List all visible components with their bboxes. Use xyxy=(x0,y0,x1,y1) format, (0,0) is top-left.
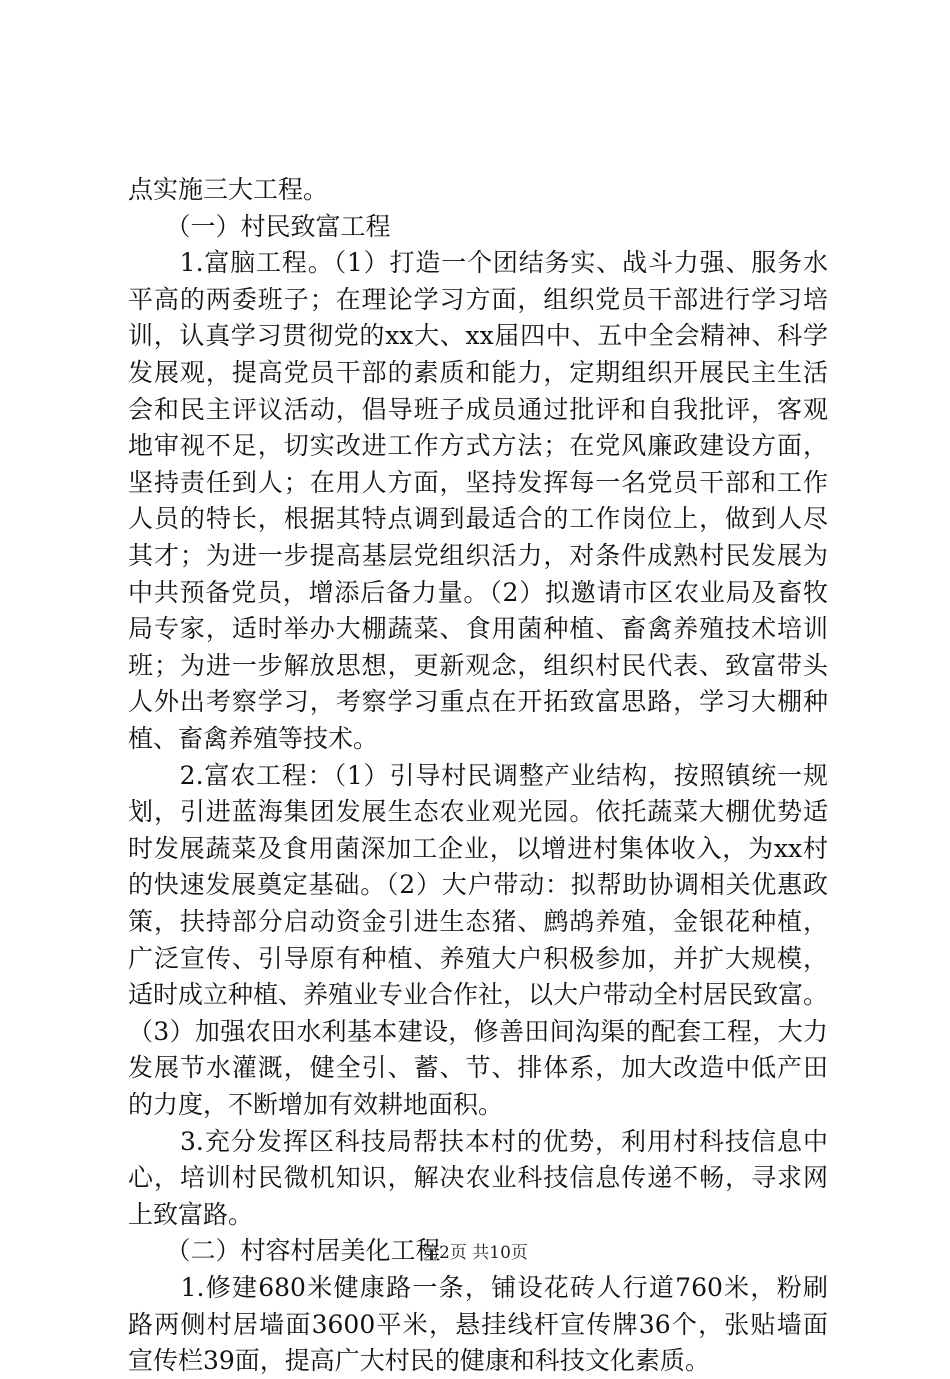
text-line: 广泛宣传、引导原有种植、养殖大户积极参加，并扩大规模， xyxy=(128,943,828,973)
text-line: 心，培训村民微机知识，解决农业科技信息传递不畅，寻求网 xyxy=(128,1163,828,1193)
text-line: 适时成立种植、养殖业专业合作社，以大户带动全村居民致富。 xyxy=(128,980,828,1010)
text-line: 1.修建680米健康路一条，铺设花砖人行道760米，粉刷 xyxy=(128,1273,828,1302)
text-line: 人外出考察学习，考察学习重点在开拓致富思路，学习大棚种 xyxy=(128,687,828,717)
text-line: （一）村民致富工程 xyxy=(128,211,391,241)
text-line: 坚持责任到人；在用人方面，坚持发挥每一名党员干部和工作 xyxy=(128,467,828,497)
text-line: 路两侧村居墙面3600平米，悬挂线杆宣传牌36个，张贴墙面 xyxy=(128,1309,828,1339)
text-line: 策，扶持部分启动资金引进生态猪、鹧鸪养殖，金银花种植， xyxy=(128,907,828,936)
text-line: 训，认真学习贯彻党的xx大、xx届四中、五中全会精神、科学 xyxy=(128,321,828,351)
text-line: 其才；为进一步提高基层党组织活力，对条件成熟村民发展为 xyxy=(128,541,828,570)
text-line: 中共预备党员，增添后备力量。（2）拟邀请市区农业局及畜牧 xyxy=(128,577,828,607)
text-line: 划，引进蓝海集团发展生态农业观光园。依托蔬菜大棚优势适 xyxy=(128,797,828,827)
text-line: 发展节水灌溉，健全引、蓄、节、排体系，加大改造中低产田 xyxy=(128,1053,828,1083)
text-line: 3.充分发挥区科技局帮扶本村的优势，利用村科技信息中 xyxy=(128,1126,828,1156)
text-line: 时发展蔬菜及食用菌深加工企业，以增进村集体收入，为xx村 xyxy=(128,833,828,863)
text-line: 植、畜禽养殖等技术。 xyxy=(128,724,379,753)
text-line: 上致富路。 xyxy=(128,1199,254,1229)
text-line: 局专家，适时举办大棚蔬菜、食用菌种植、畜禽养殖技术培训 xyxy=(128,614,828,644)
text-line: 人员的特长，根据其特点调到最适合的工作岗位上，做到人尽 xyxy=(128,504,828,534)
text-line: 1.富脑工程。（1）打造一个团结务实、战斗力强、服务水 xyxy=(128,248,828,278)
text-line: （3）加强农田水利基本建设，修善田间沟渠的配套工程，大力 xyxy=(128,1016,828,1046)
text-line: 班；为进一步解放思想，更新观念，组织村民代表、致富带头 xyxy=(128,650,828,680)
text-line: （二）村容村居美化工程 xyxy=(128,1236,441,1266)
text-line: 的快速发展奠定基础。（2）大户带动：拟帮助协调相关优惠政 xyxy=(128,870,828,900)
text-line: 点实施三大工程。 xyxy=(128,175,329,204)
text-line: 会和民主评议活动，倡导班子成员通过批评和自我批评，客观 xyxy=(128,394,828,424)
text-line: 平高的两委班子；在理论学习方面，组织党员干部进行学习培 xyxy=(128,284,828,314)
text-line: 宣传栏39面，提高广大村民的健康和科技文化素质。 xyxy=(128,1346,710,1376)
page-footer: 第2页 共10页 xyxy=(422,1243,528,1263)
text-line: 的力度，不断增加有效耕地面积。 xyxy=(128,1090,504,1119)
text-line: 地审视不足，切实改进工作方式方法；在党风廉政建设方面， xyxy=(128,431,828,461)
text-line: 发展观，提高党员干部的素质和能力，定期组织开展民主生活 xyxy=(128,358,828,387)
text-line: 2.富农工程：（1）引导村民调整产业结构，按照镇统一规 xyxy=(128,760,828,790)
